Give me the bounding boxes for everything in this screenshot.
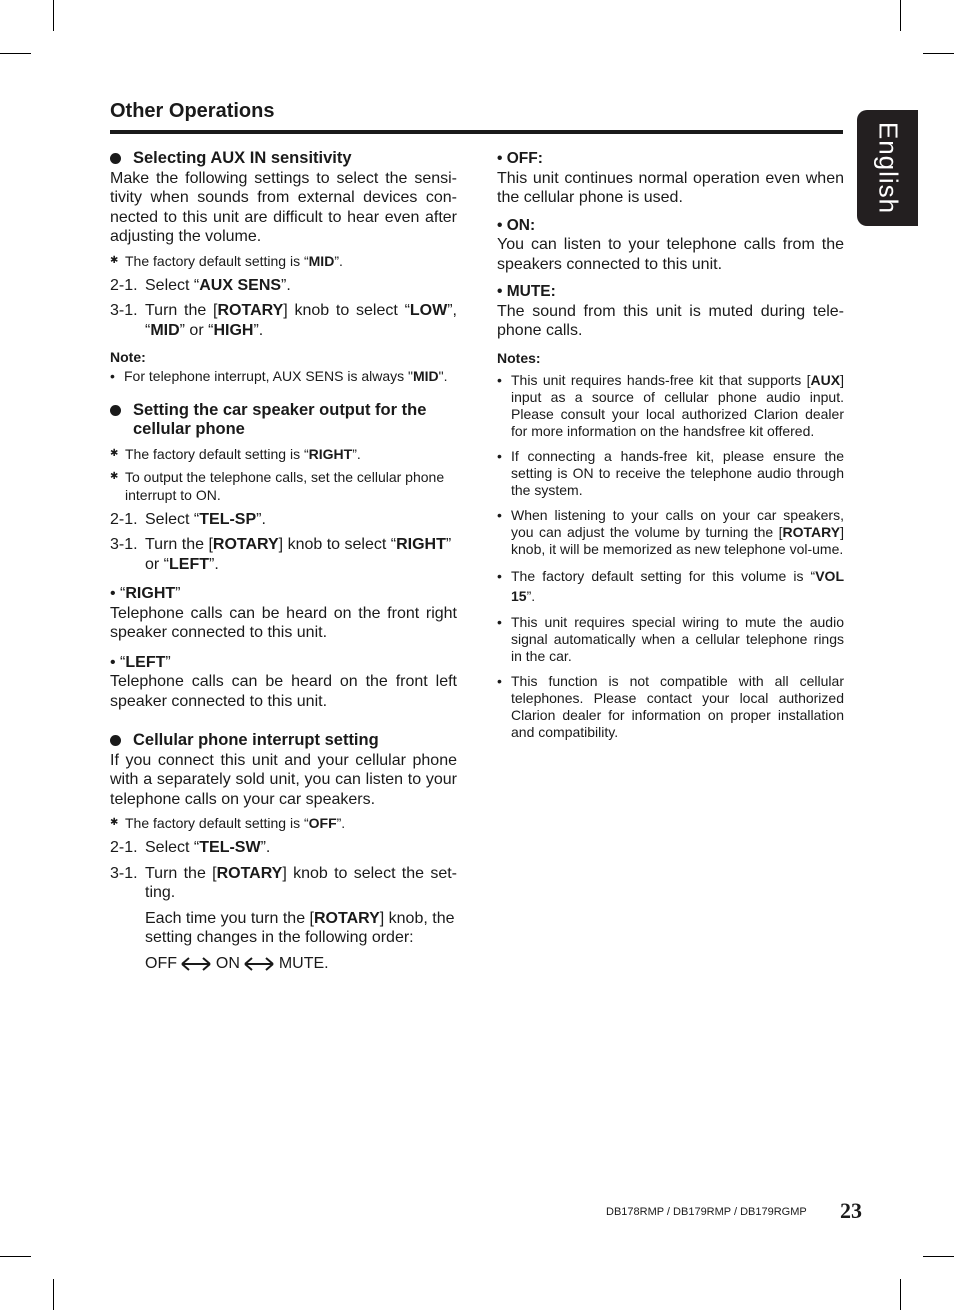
left-option-label: • “LEFT” [110,653,171,671]
order-on: ON [215,954,240,972]
interrupt-step-2: 3-1. Turn the [ROTARY] knob to select the set-ting. [110,864,457,901]
notes-list [497,372,844,741]
crop-mark [923,1256,954,1257]
aux-step-1: 2-1. Select “AUX SENS”. [110,276,291,294]
speaker-step-1: 2-1. Select “TEL-SP”. [110,510,266,528]
speaker-step-2: 3-1. Turn the [ROTARY] knob to select “RIGHT” or “LEFT”. [110,536,452,573]
setting-order [110,954,457,974]
interrupt-heading: Cellular phone interrupt setting [110,731,457,751]
speaker-heading: Setting the car speaker output for the cellular phone [110,401,457,440]
notes-label: Notes: [497,349,541,366]
on-desc: You can listen to your telephone calls from the speakers connected to this unit. [497,236,844,273]
interrupt-intro: If you connect this unit and your cellular phone with a separately sold unit, you can listen to your telephone calls on your car speakers. [110,751,457,808]
page-header [110,100,843,134]
language-label: English [873,121,903,215]
bullet-icon: • [497,372,502,388]
bullet-icon: • [497,614,502,630]
aux-step-2: 3-1. Turn the [ROTARY] knob to select “LOW”, “MID” or “HIGH”. [110,302,457,339]
asterisk-icon: ✱ [110,817,119,828]
double-arrow-icon [181,957,211,971]
note-item: • This function is not compatible with all cellular telephones. Please contact your local authorized Clarion dealer for information on proper installation and compatibility. [497,673,844,740]
crop-mark [53,0,54,31]
aux-default-note: ✱ The factory default setting is “MID”. [110,252,343,269]
aux-note: • For telephone interrupt, AUX SENS is always "MID". [110,367,448,384]
aux-heading: Selecting AUX IN sensitivity [110,149,457,169]
mute-desc: The sound from this unit is muted during tele-phone calls. [497,302,844,339]
crop-mark [53,1279,54,1310]
section-title: Other Operations [110,100,843,134]
page-number: 23 [840,1198,862,1223]
note-label: Note: [110,349,146,365]
crop-mark [923,53,954,54]
bullet-icon [110,153,121,164]
right-column [497,149,844,741]
bullet-icon [110,735,121,746]
bullet-icon [110,405,121,416]
left-column [110,146,457,973]
aux-intro: Make the following settings to select the sensi-tivity when sounds from external devices con-nected to this unit are difficult to hear even after adjusting the volume. [110,169,457,245]
bullet-icon: • [497,673,502,689]
interrupt-step-1: 2-1. Select “TEL-SW”. [110,839,271,856]
crop-mark [0,53,31,54]
note-item: • This unit requires special wiring to mute the audio signal automatically when a cellular telephone rings in the car. [497,614,844,664]
speaker-default-note: ✱ The factory default setting is “RIGHT”. [110,445,361,462]
bullet-icon: • [497,448,502,464]
off-heading: • OFF: [497,150,543,167]
right-option-label: • “RIGHT” [110,585,181,602]
asterisk-icon: ✱ [110,447,119,459]
interrupt-default-note: ✱ The factory default setting is “OFF”. [110,815,346,831]
note-item: • This unit requires hands-free kit that supports [AUX] input as a source of cellular phone audio input. Please consult your local authorized Clarion dealer for more information on the handsfree kit offered. [497,372,844,439]
order-mute: MUTE. [278,954,329,972]
crop-mark [0,1256,31,1257]
crop-mark [900,1279,901,1310]
right-option-desc: Telephone calls can be heard on the front right speaker connected to this unit. [110,604,457,641]
speaker-output-note: ✱ To output the telephone calls, set the cellular phone interrupt to ON. [110,468,445,503]
note-item: • If connecting a hands-free kit, please ensure the setting is ON to receive the telephone audio through the system. [497,448,844,498]
crop-mark [900,0,901,31]
mute-heading: • MUTE: [497,283,556,300]
double-arrow-icon [244,957,274,971]
off-desc: This unit continues normal operation even when the cellular phone is used. [497,169,844,206]
note-item: • The factory default setting for this volume is “VOL 15”. [497,568,844,604]
model-numbers: DB178RMP / DB179RMP / DB179RGMP [606,1206,807,1218]
on-heading: • ON: [497,216,536,234]
bullet-icon: • [497,507,502,523]
interrupt-cycle-desc: Each time you turn the [ROTARY] knob, the setting changes in the following order: [145,909,455,946]
bullet-icon: • [110,367,115,384]
bullet-icon: • [497,568,502,584]
note-item: • When listening to your calls on your car speakers, you can adjust the volume by turning the [ROTARY] knob, it will be memorized as new telephone vol-ume. [497,507,844,557]
language-tab [857,110,918,226]
order-off: OFF [145,954,177,972]
left-option-desc: Telephone calls can be heard on the front left speaker connected to this unit. [110,673,457,710]
asterisk-icon: ✱ [110,254,119,266]
asterisk-icon: ✱ [110,470,119,482]
